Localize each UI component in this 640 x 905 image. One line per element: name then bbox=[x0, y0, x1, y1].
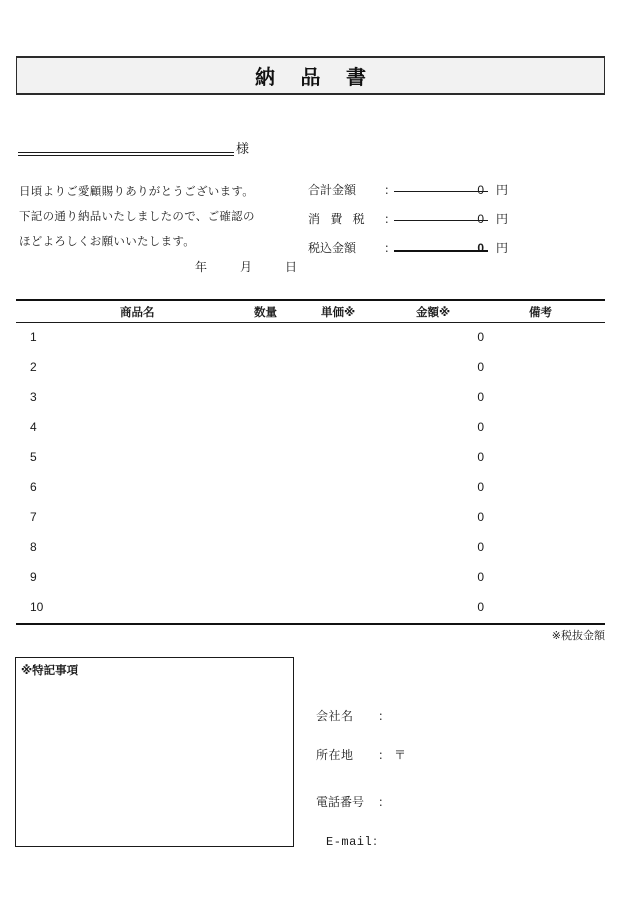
company-name-row[interactable] bbox=[316, 707, 596, 724]
tax-value-field[interactable] bbox=[394, 210, 488, 228]
table-row[interactable] bbox=[16, 383, 605, 413]
header-amount: 金額※ bbox=[416, 307, 451, 319]
company-email-row[interactable] bbox=[316, 832, 596, 849]
tax-rule bbox=[394, 220, 488, 221]
company-name-label: 会社名 bbox=[316, 709, 354, 723]
subtotal-unit: 円 bbox=[495, 183, 508, 197]
company-address-label: 所在地 bbox=[316, 748, 354, 762]
grand-total-value-field[interactable] bbox=[394, 239, 488, 257]
subtotal-colon: ： bbox=[384, 183, 397, 197]
company-address-colon: ： bbox=[378, 748, 391, 762]
row-amount: 0 bbox=[477, 360, 484, 374]
row-amount: 0 bbox=[477, 540, 484, 554]
subtotal-value-field[interactable] bbox=[394, 181, 488, 199]
postal-mark-icon: 〒 bbox=[394, 748, 407, 762]
header-unit-price: 単価※ bbox=[321, 307, 356, 319]
row-number: 3 bbox=[30, 390, 37, 404]
tax-label: 消 費 税 bbox=[308, 212, 369, 226]
row-amount: 0 bbox=[477, 600, 484, 614]
company-phone-colon: ： bbox=[378, 795, 391, 809]
customer-honorific: 様 bbox=[236, 141, 250, 156]
tax-colon: ： bbox=[384, 212, 397, 226]
items-table bbox=[16, 299, 605, 643]
table-row[interactable] bbox=[16, 323, 605, 353]
special-notes-box[interactable] bbox=[15, 657, 294, 847]
row-number: 9 bbox=[30, 570, 37, 584]
table-row[interactable] bbox=[16, 413, 605, 443]
greeting-line-3: ほどよろしくお願いいたします。 bbox=[19, 236, 196, 248]
table-header-row bbox=[16, 301, 605, 323]
company-phone-label: 電話番号 bbox=[316, 795, 365, 809]
table-row[interactable] bbox=[16, 593, 605, 623]
grand-total-rule bbox=[394, 250, 488, 252]
header-remarks: 備考 bbox=[529, 307, 552, 319]
row-amount: 0 bbox=[477, 390, 484, 404]
row-amount: 0 bbox=[477, 480, 484, 494]
grand-total-value: 0 bbox=[477, 241, 484, 255]
table-footnote: ※税抜金額 bbox=[551, 630, 605, 642]
date-month-label: 月 bbox=[240, 260, 254, 274]
date-year-label: 年 bbox=[195, 260, 209, 274]
totals-row-grand-total bbox=[308, 239, 508, 268]
table-row[interactable] bbox=[16, 503, 605, 533]
row-number: 10 bbox=[30, 600, 44, 614]
subtotal-rule bbox=[394, 191, 488, 192]
row-number: 2 bbox=[30, 360, 37, 374]
totals-row-subtotal bbox=[308, 181, 508, 210]
table-row[interactable] bbox=[16, 443, 605, 473]
company-address-row[interactable] bbox=[316, 746, 596, 763]
row-number: 8 bbox=[30, 540, 37, 554]
grand-total-label: 税込金額 bbox=[308, 241, 357, 255]
row-amount: 0 bbox=[477, 330, 484, 344]
company-email-label: E-mail： bbox=[326, 835, 385, 849]
row-amount: 0 bbox=[477, 510, 484, 524]
row-number: 4 bbox=[30, 420, 37, 434]
tax-value: 0 bbox=[477, 212, 484, 226]
header-quantity: 数量 bbox=[254, 307, 277, 319]
row-number: 7 bbox=[30, 510, 37, 524]
grand-total-colon: ： bbox=[384, 241, 397, 255]
company-name-colon: ： bbox=[378, 709, 391, 723]
subtotal-value: 0 bbox=[477, 183, 484, 197]
totals-block bbox=[308, 181, 508, 268]
table-row[interactable] bbox=[16, 563, 605, 593]
page-title: 納 品 書 bbox=[254, 67, 377, 89]
greeting-block bbox=[19, 180, 289, 255]
row-number: 1 bbox=[30, 330, 37, 344]
customer-name-line[interactable] bbox=[18, 152, 234, 156]
table-row[interactable] bbox=[16, 473, 605, 503]
greeting-line-2: 下記の通り納品いたしましたので、ご確認の bbox=[19, 211, 255, 223]
totals-row-tax bbox=[308, 210, 508, 239]
row-number: 5 bbox=[30, 450, 37, 464]
row-amount: 0 bbox=[477, 570, 484, 584]
grand-total-unit: 円 bbox=[495, 241, 508, 255]
tax-unit: 円 bbox=[495, 212, 508, 226]
table-row[interactable] bbox=[16, 353, 605, 383]
company-phone-row[interactable] bbox=[316, 793, 596, 810]
row-number: 6 bbox=[30, 480, 37, 494]
special-notes-label: ※特記事項 bbox=[21, 665, 79, 677]
company-info-block bbox=[316, 707, 596, 849]
date-day-label: 日 bbox=[285, 260, 299, 274]
header-product-name: 商品名 bbox=[120, 307, 155, 319]
document-title-bar bbox=[16, 56, 605, 95]
table-row[interactable] bbox=[16, 533, 605, 563]
row-amount: 0 bbox=[477, 420, 484, 434]
greeting-line-1: 日頃よりご愛顧賜りありがとうございます。 bbox=[19, 186, 255, 198]
subtotal-label: 合計金額 bbox=[308, 183, 357, 197]
row-amount: 0 bbox=[477, 450, 484, 464]
